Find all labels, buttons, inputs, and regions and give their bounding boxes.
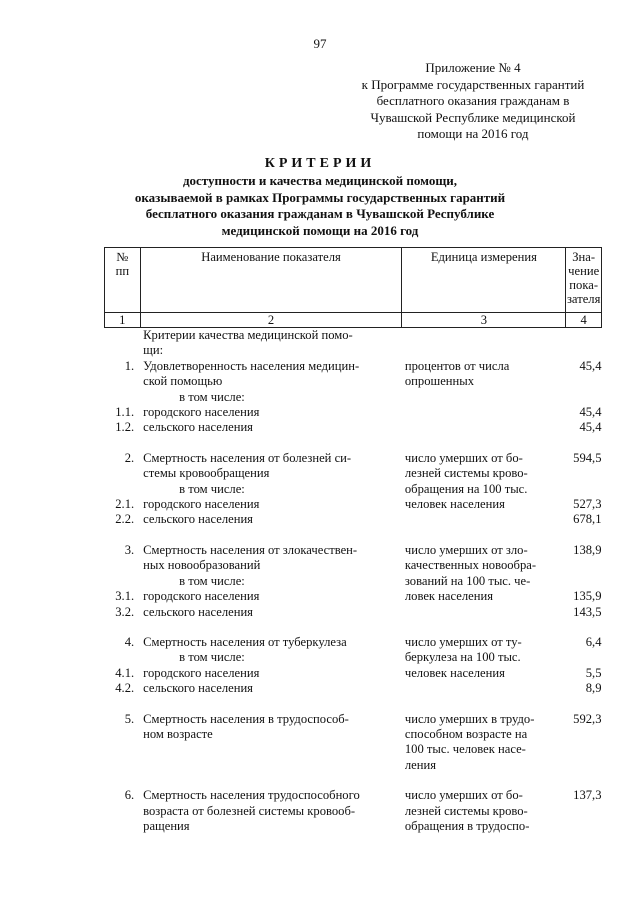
section-title [140,328,402,359]
row-name-line: сельского населения [143,420,253,435]
row-name-line: городского населения [143,665,260,680]
in-that-number: в том числе: [179,389,245,404]
column-number: 4 [566,313,602,328]
row-unit [402,543,566,620]
table-row [105,712,602,774]
row-number-line: 1.1. [115,405,135,420]
row-unit [402,635,566,697]
row-value-line: 5,5 [585,665,602,680]
row-unit-line: 100 тыс. человек насе- [404,742,526,757]
document-subtitle [0,173,640,239]
header-value-line: Зна- [572,250,596,264]
appendix-note [338,60,608,143]
row-value-line: 45,4 [579,420,602,435]
header-value-line: зателя [566,292,601,306]
table-header-row [105,248,602,313]
row-name-line: стемы кровообращения [143,466,270,481]
row-value: 592,3 [573,711,602,726]
row-unit [402,359,566,436]
subtitle-line: медицинской помощи на 2016 год [221,222,419,238]
row-unit [402,788,566,834]
row-unit-line: человек населения [404,665,505,680]
row-name-line: Смертность населения от болезней си- [143,450,352,465]
row-name [140,359,402,436]
row-name-line: ном возрасте [143,726,213,741]
row-number-line: 1. [124,358,135,373]
row-unit-line: качественных новообра- [404,558,537,573]
row-name-line: Смертность населения от туберкулеза [143,634,347,649]
row-unit-line: зований на 100 тыс. че- [404,573,531,588]
row-unit-line: число умерших от ту- [404,634,522,649]
row-number-line: 2.2. [115,512,135,527]
row-name [140,635,402,697]
appendix-line: бесплатного оказания гражданам в [376,93,570,108]
row-value: 137,3 [573,788,602,803]
appendix-line: Чувашской Республике медицинской [370,109,576,125]
row-unit-line: число умерших в трудо- [404,711,535,726]
row-unit [402,712,566,774]
header-indicator-name: Наименование показателя [140,248,402,313]
row-name [140,451,402,528]
row-number [105,635,141,697]
row-value-line: 45,4 [579,358,602,373]
column-number: 2 [140,313,402,328]
page-number: 97 [313,36,327,51]
in-that-number: в том числе: [179,650,245,665]
table-row [105,635,602,697]
header-value-line: пока- [569,278,599,292]
row-name-line: городского населения [143,405,260,420]
row-name-line: Смертность населения от злокачествен- [143,542,358,557]
header-number [105,248,141,313]
header-number-line: пп [115,264,130,278]
column-number: 3 [402,313,566,328]
subtitle-line: бесплатного оказания гражданам в Чувашской Республике [145,206,495,221]
row-value-line: 527,3 [573,497,602,512]
row-name-line: городского населения [143,497,260,512]
row-unit-line: число умерших от бо- [404,788,523,803]
table-row [105,788,602,834]
row-number: 5. [124,711,135,726]
row-unit-line: способном возрасте на [404,726,528,741]
row-name-line: сельского населения [143,681,253,696]
row-number-line: 3.1. [115,589,135,604]
row-number-line: 1.2. [115,420,135,435]
row-name-line: ных новообразований [143,558,261,573]
row-value-line: 8,9 [585,681,602,696]
row-unit-line: число умерших от зло- [404,542,528,557]
row-unit-line: ления [404,757,437,772]
row-name-line: сельского населения [143,512,253,527]
row-number-line: 3. [124,542,135,557]
subtitle-line: оказываемой в рамках Программы государственных гарантий [134,189,506,205]
header-value [566,248,602,313]
appendix-line: Приложение № 4 [425,60,521,75]
appendix-line: помощи на 2016 год [417,126,529,141]
table-row [105,451,602,528]
row-name [140,788,402,834]
row-number-line: 3.2. [115,604,135,619]
row-name [140,712,402,774]
row-value-line: 135,9 [573,589,602,604]
row-value-line: 594,5 [573,450,602,465]
header-unit: Единица измерения [402,248,566,313]
header-value-line: чение [568,264,600,278]
section-title-line: щи: [143,343,164,358]
row-name-line: ращения [143,818,190,833]
row-value [566,451,602,528]
row-name-line: городского населения [143,589,260,604]
row-value-line: 678,1 [573,512,602,527]
row-unit-line: лезней системы крово- [404,466,528,481]
row-unit-line: лезней системы крово- [404,803,528,818]
in-that-number: в том числе: [179,573,245,588]
row-number-line: 4.2. [115,681,135,696]
row-unit-line: обращения в трудоспо- [404,818,530,833]
row-unit-line: обращения на 100 тыс. [404,481,528,496]
row-number-line: 2.1. [115,497,135,512]
row-unit-line: ловек населения [404,589,493,604]
row-number-line: 4. [124,634,135,649]
row-unit-line: беркулеза на 100 тыс. [404,650,521,665]
section-title-row [105,328,602,359]
column-number: 1 [105,313,141,328]
row-value-line: 138,9 [573,542,602,557]
table-row [105,359,602,436]
row-number [105,451,141,528]
row-unit-line: опрошенных [404,374,475,389]
row-number [105,543,141,620]
table-row [105,543,602,620]
criteria-table [104,247,602,834]
row-unit-line: человек населения [404,497,505,512]
row-name-line: возраста от болезней системы кровооб- [143,803,356,818]
row-value-line: 45,4 [579,405,602,420]
row-value-line: 6,4 [585,634,602,649]
section-title-line: Критерии качества медицинской помо- [143,328,353,342]
row-name-line: сельского населения [143,604,253,619]
row-number-line: 2. [124,450,135,465]
row-name-line: Удовлетворенность населения медицин- [143,358,360,373]
row-number-line: 4.1. [115,665,135,680]
row-value-line: 143,5 [573,604,602,619]
subtitle-line: доступности и качества медицинской помощи, [182,173,458,188]
row-unit [402,451,566,528]
row-unit-line: число умерших от бо- [404,450,523,465]
row-value [566,635,602,697]
column-numbers-row [105,313,602,328]
row-name-line: Смертность населения трудоспособного [143,788,360,803]
appendix-line: к Программе государственных гарантий [361,76,585,92]
row-value [566,359,602,436]
row-unit-line: процентов от числа [404,358,510,373]
row-number [105,359,141,436]
row-name [140,543,402,620]
row-number: 6. [124,788,135,803]
in-that-number: в том числе: [179,481,245,496]
row-name-line: ской помощью [143,374,223,389]
row-name-line: Смертность населения в трудоспособ- [143,711,349,726]
header-number-line: № [116,250,129,264]
document-title: КРИТЕРИИ [264,156,376,171]
row-value [566,543,602,620]
